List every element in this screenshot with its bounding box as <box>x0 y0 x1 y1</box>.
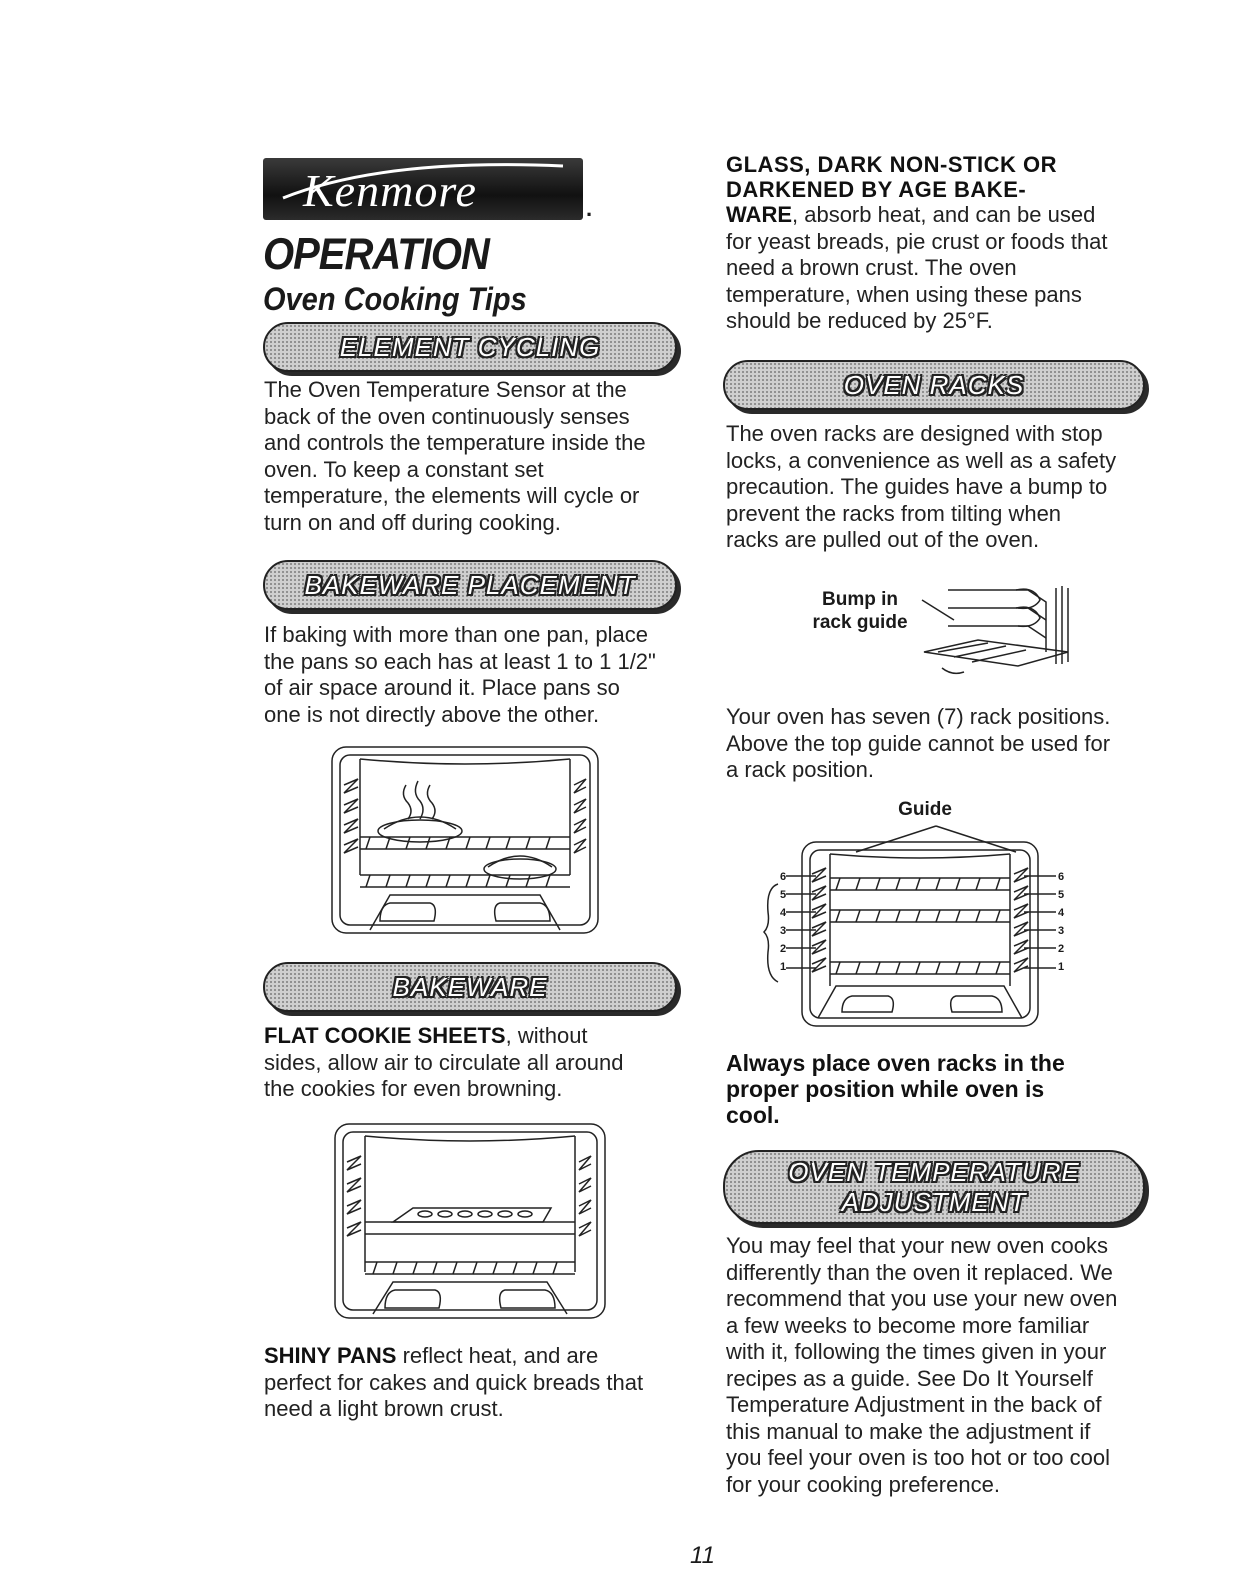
text-line: with it, following the times given in your <box>726 1339 1107 1364</box>
text-line: recommend that you use your new oven <box>726 1286 1118 1311</box>
text-fragment: reflect heat, and are <box>396 1343 599 1368</box>
guide-label: Guide <box>898 799 952 820</box>
text-line: this manual to make the adjustment if <box>726 1418 1091 1444</box>
text-line: precaution. The guides have a bump to <box>726 474 1108 499</box>
text-line: one is not directly above the other. <box>264 701 600 727</box>
rack-number: 2 <box>780 943 787 955</box>
shiny-pans-term: SHINY PANS <box>264 1343 397 1368</box>
text-line: the pans so each has at least 1 to 1 1/2" <box>264 648 656 674</box>
text-line: Your oven has seven (7) rack positions. <box>726 704 1111 729</box>
rack-number: 3 <box>1058 925 1065 937</box>
flat-cookie-sheets-text <box>264 1023 684 1103</box>
glass-bakeware-text <box>726 152 1166 335</box>
text-line: back of the oven continuously senses <box>264 403 630 429</box>
text-line: oven. To keep a constant set <box>264 456 544 482</box>
text-line: perfect for cakes and quick breads that <box>264 1369 644 1395</box>
text-line <box>726 202 1166 229</box>
text-fragment: , absorb heat, and can be used <box>792 202 1096 227</box>
bump-label-line: rack guide <box>812 612 908 633</box>
rack-numbers-left <box>780 868 786 976</box>
oven-temperature-adjustment-text <box>726 1233 1166 1498</box>
text-line: locks, a convenience as well as a safety <box>726 447 1117 473</box>
text-line: the cookies for even browning. <box>264 1076 563 1101</box>
text-line <box>264 1023 684 1050</box>
logo-text: Kenmore <box>303 165 477 216</box>
oven-temperature-adjustment-heading <box>723 1150 1145 1224</box>
text-line: for yeast breads, pie crust or foods that <box>726 228 1108 254</box>
text-line: sides, allow air to circulate all around <box>264 1049 624 1075</box>
section-title: OPERATION <box>263 230 489 280</box>
shiny-pans-text <box>264 1343 684 1423</box>
text-fragment: , without <box>505 1023 588 1048</box>
bakeware-placement-heading <box>263 560 677 610</box>
bakeware-heading <box>263 962 677 1012</box>
bump-label <box>798 588 922 634</box>
heading-line: ADJUSTMENT <box>841 1187 1027 1217</box>
rack-number: 5 <box>1058 889 1065 901</box>
rack-number: 3 <box>780 925 787 937</box>
text-line: for your cooking preference. <box>726 1471 1000 1497</box>
text-line: If baking with more than one pan, place <box>264 622 649 647</box>
text-line: should be reduced by 25°F. <box>726 308 993 333</box>
text-line: differently than the oven it replaced. We <box>726 1259 1113 1285</box>
text-line: proper position while oven is <box>726 1076 1045 1102</box>
text-line: Temperature Adjustment in the back of <box>726 1392 1102 1417</box>
glass-heading-line: GLASS, DARK NON-STICK OR <box>726 152 1057 177</box>
text-line: You may feel that your new oven cooks <box>726 1233 1108 1258</box>
text-line: temperature, the elements will cycle or <box>264 483 640 508</box>
bakeware-placement-heading-text: BAKEWARE PLACEMENT <box>304 570 636 600</box>
text-line <box>264 1343 684 1370</box>
page-number: 11 <box>690 1542 715 1569</box>
oven-racks-heading-text: OVEN RACKS <box>843 370 1025 400</box>
text-line: racks are pulled out of the oven. <box>726 527 1040 552</box>
text-line: and controls the temperature inside the <box>264 430 646 455</box>
logo-trademark-dot: . <box>586 196 593 221</box>
glass-heading-last: WARE <box>726 202 792 227</box>
bakeware-heading-text: BAKEWARE <box>392 972 548 1002</box>
rack-number: 2 <box>1058 943 1065 955</box>
rack-positions-text <box>726 704 1166 784</box>
glass-heading-line: DARKENED BY AGE BAKE- <box>726 177 1027 202</box>
oven-two-pans-illustration <box>330 745 602 937</box>
bakeware-placement-text <box>264 622 684 728</box>
text-line: recipes as a guide. See Do It Yourself <box>726 1365 1093 1391</box>
text-line: cool. <box>726 1102 780 1128</box>
rack-guide-bump-illustration <box>918 582 1080 682</box>
text-line: The oven racks are designed with stop <box>726 421 1103 446</box>
rack-number: 4 <box>780 907 787 919</box>
section-subtitle: Oven Cooking Tips <box>263 282 527 318</box>
rack-number: 1 <box>1058 961 1065 973</box>
text-line: need a light brown crust. <box>264 1396 504 1421</box>
element-cycling-heading <box>263 322 677 372</box>
heading-line: OVEN TEMPERATURE <box>788 1157 1080 1187</box>
text-line: a few weeks to become more familiar <box>726 1312 1090 1338</box>
text-line: temperature, when using these pans <box>726 281 1082 307</box>
oven-cookie-sheet-illustration <box>333 1122 609 1322</box>
text-line: prevent the racks from tilting when <box>726 500 1062 526</box>
element-cycling-text <box>264 377 684 536</box>
text-line: Above the top guide cannot be used for <box>726 730 1111 756</box>
rack-number: 1 <box>780 961 787 973</box>
text-line: you feel your oven is too hot or too cool <box>726 1445 1111 1470</box>
rack-warning <box>726 1050 1166 1128</box>
text-line: The Oven Temperature Sensor at the <box>264 377 627 402</box>
rack-number: 6 <box>1058 871 1065 883</box>
rack-positions-illustration <box>760 822 1076 1032</box>
rack-numbers-right <box>1058 868 1064 976</box>
text-line: need a brown crust. The oven <box>726 255 1017 280</box>
flat-cookie-sheets-term: FLAT COOKIE SHEETS <box>264 1023 506 1048</box>
bump-label-line: Bump in <box>822 589 898 610</box>
oven-racks-text <box>726 421 1166 554</box>
kenmore-logo <box>263 158 583 220</box>
rack-number: 6 <box>780 871 787 883</box>
element-cycling-heading-text: ELEMENT CYCLING <box>339 332 601 362</box>
oven-temperature-adjustment-heading-text <box>788 1157 1079 1217</box>
text-line: of air space around it. Place pans so <box>264 675 620 700</box>
text-line: Always place oven racks in the <box>726 1050 1065 1076</box>
text-line: a rack position. <box>726 757 874 782</box>
rack-number: 4 <box>1058 907 1065 919</box>
rack-number: 5 <box>780 889 787 901</box>
oven-racks-heading <box>723 360 1145 410</box>
text-line: turn on and off during cooking. <box>264 509 561 535</box>
